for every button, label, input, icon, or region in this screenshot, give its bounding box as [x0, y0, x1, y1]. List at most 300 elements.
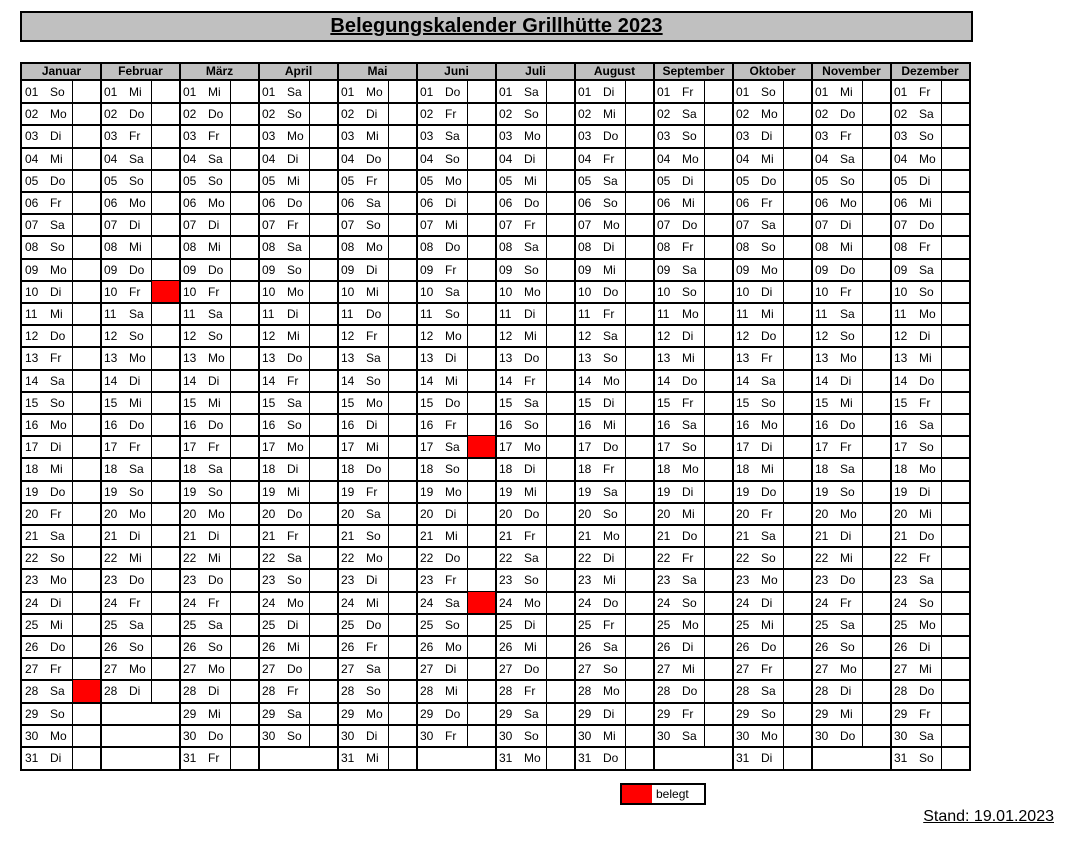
- weekday-abbr: So: [761, 240, 776, 255]
- day-cell: [657, 370, 703, 392]
- day-cell: [499, 236, 545, 258]
- day-number: 11: [183, 307, 196, 321]
- weekday-abbr: Fr: [603, 151, 615, 166]
- weekday-abbr: Mo: [682, 462, 699, 477]
- weekday-abbr: So: [287, 107, 302, 122]
- day-number: 27: [578, 662, 592, 677]
- weekday-abbr: Do: [287, 196, 303, 210]
- day-cell: [183, 281, 229, 303]
- weekday-abbr: So: [445, 307, 460, 321]
- weekday-abbr: Mi: [761, 151, 774, 166]
- day-number: 02: [341, 107, 355, 122]
- weekday-abbr: Sa: [919, 728, 934, 743]
- day-number: 19: [894, 484, 908, 499]
- day-cell: [25, 547, 71, 569]
- day-cell: [25, 658, 71, 680]
- day-cell: [499, 414, 545, 436]
- weekday-abbr: Di: [603, 240, 615, 255]
- day-cell: [183, 170, 229, 192]
- day-number: 24: [499, 595, 513, 610]
- day-number: 01: [815, 85, 829, 99]
- day-cell: [262, 103, 308, 125]
- weekday-abbr: Di: [366, 107, 378, 122]
- day-cell: [420, 347, 466, 369]
- day-number: 30: [183, 728, 197, 743]
- day-number: 03: [25, 129, 39, 144]
- day-number: 16: [815, 418, 829, 432]
- stand-date: Stand: 19.01.2023: [923, 808, 1054, 825]
- day-number: 21: [578, 529, 592, 543]
- day-number: 18: [183, 462, 197, 477]
- day-number: 05: [104, 173, 118, 188]
- day-number: 17: [183, 440, 197, 455]
- weekday-abbr: Do: [919, 218, 935, 233]
- day-number: 21: [104, 529, 118, 543]
- booking-column-divider: [467, 81, 468, 747]
- day-number: 04: [657, 151, 671, 166]
- day-number: 20: [657, 506, 671, 521]
- weekday-abbr: Mo: [445, 329, 462, 344]
- day-number: 13: [736, 351, 750, 366]
- day-number: 28: [657, 684, 671, 699]
- day-number: 29: [894, 706, 908, 721]
- day-cell: [657, 170, 703, 192]
- weekday-abbr: Do: [840, 107, 856, 122]
- day-number: 05: [262, 173, 276, 188]
- day-cell: [183, 370, 229, 392]
- day-number: 27: [420, 662, 434, 677]
- day-cell: [894, 547, 940, 569]
- weekday-abbr: So: [603, 351, 618, 366]
- weekday-abbr: Mo: [287, 284, 304, 299]
- weekday-abbr: Do: [761, 484, 777, 499]
- day-cell: [25, 170, 71, 192]
- day-cell: [104, 614, 150, 636]
- day-cell: [25, 303, 71, 325]
- day-cell: [262, 703, 308, 725]
- weekday-abbr: Mi: [129, 395, 142, 410]
- weekday-abbr: Fr: [287, 529, 299, 543]
- day-cell: [183, 592, 229, 614]
- weekday-abbr: Fr: [603, 617, 615, 632]
- day-number: 12: [499, 329, 513, 344]
- day-cell: [341, 192, 387, 214]
- day-number: 12: [341, 329, 355, 344]
- day-cell: [894, 525, 940, 547]
- weekday-abbr: Mi: [919, 196, 932, 210]
- day-cell: [657, 281, 703, 303]
- day-cell: [25, 81, 71, 103]
- day-cell: [420, 436, 466, 458]
- month-header-april: April: [284, 64, 313, 78]
- weekday-abbr: Do: [129, 107, 145, 122]
- weekday-abbr: Fr: [682, 395, 694, 410]
- day-cell: [420, 414, 466, 436]
- weekday-abbr: Mo: [840, 662, 857, 677]
- weekday-abbr: Fr: [919, 85, 931, 99]
- weekday-abbr: Sa: [840, 307, 855, 321]
- day-cell: [420, 81, 466, 103]
- day-cell: [183, 214, 229, 236]
- day-cell: [894, 703, 940, 725]
- day-cell: [894, 725, 940, 747]
- day-cell: [815, 680, 861, 702]
- day-number: 30: [420, 728, 434, 743]
- day-number: 22: [420, 551, 434, 566]
- weekday-abbr: Mi: [840, 240, 853, 255]
- day-number: 30: [815, 728, 829, 743]
- weekday-abbr: Di: [445, 662, 457, 677]
- day-cell: [578, 636, 624, 658]
- day-cell: [262, 525, 308, 547]
- weekday-abbr: Fr: [603, 307, 615, 321]
- day-cell: [499, 680, 545, 702]
- day-cell: [262, 192, 308, 214]
- day-number: 01: [499, 85, 513, 99]
- weekday-abbr: Do: [287, 351, 303, 366]
- day-number: 12: [104, 329, 118, 344]
- day-number: 19: [736, 484, 750, 499]
- day-number: 02: [262, 107, 276, 122]
- weekday-abbr: Fr: [840, 595, 852, 610]
- weekday-abbr: So: [50, 85, 65, 99]
- weekday-abbr: Sa: [761, 218, 776, 233]
- day-number: 15: [578, 395, 592, 410]
- weekday-abbr: Sa: [287, 85, 302, 99]
- weekday-abbr: Sa: [50, 529, 65, 543]
- day-cell: [499, 725, 545, 747]
- day-cell: [657, 148, 703, 170]
- day-cell: [815, 103, 861, 125]
- day-number: 16: [499, 418, 513, 432]
- weekday-abbr: Mo: [761, 262, 778, 277]
- day-cell: [578, 347, 624, 369]
- day-number: 07: [183, 218, 197, 233]
- weekday-abbr: Mi: [208, 551, 221, 566]
- day-cell: [499, 703, 545, 725]
- day-cell: [183, 525, 229, 547]
- weekday-abbr: Mo: [682, 151, 699, 166]
- weekday-abbr: Sa: [524, 706, 539, 721]
- day-number: 12: [815, 329, 829, 344]
- day-number: 01: [657, 85, 671, 99]
- weekday-abbr: Do: [366, 617, 382, 632]
- weekday-abbr: Mi: [366, 595, 379, 610]
- day-number: 13: [262, 351, 276, 366]
- weekday-abbr: Fr: [50, 196, 62, 210]
- day-cell: [736, 747, 782, 769]
- weekday-abbr: Fr: [919, 240, 931, 255]
- weekday-abbr: Fr: [524, 218, 536, 233]
- weekday-abbr: Mi: [208, 85, 221, 99]
- day-number: 07: [578, 218, 592, 233]
- day-cell: [657, 592, 703, 614]
- day-cell: [815, 325, 861, 347]
- booking-column-divider: [941, 81, 942, 769]
- day-number: 24: [420, 595, 434, 610]
- day-cell: [25, 347, 71, 369]
- weekday-abbr: Sa: [129, 151, 144, 166]
- weekday-abbr: Do: [840, 418, 856, 432]
- day-cell: [262, 680, 308, 702]
- weekday-abbr: Di: [50, 440, 62, 455]
- weekday-abbr: Mo: [445, 484, 462, 499]
- day-number: 06: [262, 196, 276, 210]
- weekday-abbr: Sa: [682, 418, 697, 432]
- weekday-abbr: Sa: [287, 240, 302, 255]
- day-cell: [499, 192, 545, 214]
- month-header-oktober: Oktober: [749, 64, 796, 78]
- weekday-abbr: Mo: [287, 440, 304, 455]
- day-cell: [183, 347, 229, 369]
- day-number: 09: [183, 262, 197, 277]
- weekday-abbr: Do: [524, 351, 540, 366]
- day-number: 09: [894, 262, 908, 277]
- day-cell: [657, 547, 703, 569]
- day-number: 13: [25, 351, 39, 366]
- weekday-abbr: Di: [761, 595, 773, 610]
- day-number: 01: [104, 85, 118, 99]
- booking-column-divider: [546, 81, 547, 769]
- day-number: 15: [420, 395, 434, 410]
- day-number: 29: [578, 706, 592, 721]
- weekday-abbr: Di: [208, 529, 220, 543]
- day-cell: [736, 81, 782, 103]
- weekday-abbr: Mo: [50, 418, 67, 432]
- weekday-abbr: Fr: [208, 284, 220, 299]
- weekday-abbr: Di: [208, 218, 220, 233]
- month-header-januar: Januar: [41, 64, 82, 78]
- day-cell: [420, 236, 466, 258]
- day-number: 30: [25, 728, 39, 743]
- day-number: 23: [420, 573, 434, 588]
- day-cell: [815, 414, 861, 436]
- weekday-abbr: Mo: [129, 506, 146, 521]
- day-number: 27: [183, 662, 197, 677]
- weekday-abbr: Mo: [919, 307, 936, 321]
- day-number: 26: [183, 640, 197, 654]
- day-number: 02: [657, 107, 671, 122]
- day-number: 18: [499, 462, 513, 477]
- weekday-abbr: Fr: [50, 506, 62, 521]
- day-cell: [104, 259, 150, 281]
- day-cell: [420, 303, 466, 325]
- day-number: 11: [894, 307, 907, 321]
- day-number: 10: [736, 284, 750, 299]
- weekday-abbr: Di: [129, 218, 141, 233]
- day-number: 19: [815, 484, 829, 499]
- booking-column-divider: [151, 81, 152, 703]
- legend: [620, 783, 706, 805]
- weekday-abbr: Do: [445, 706, 461, 721]
- day-cell: [657, 614, 703, 636]
- day-number: 30: [736, 728, 750, 743]
- weekday-abbr: Mo: [208, 351, 225, 366]
- day-cell: [341, 525, 387, 547]
- day-cell: [341, 636, 387, 658]
- day-number: 13: [183, 351, 197, 366]
- day-number: 20: [262, 506, 276, 521]
- day-number: 10: [262, 284, 276, 299]
- day-cell: [420, 148, 466, 170]
- day-cell: [657, 481, 703, 503]
- day-number: 08: [499, 240, 513, 255]
- day-cell: [736, 125, 782, 147]
- weekday-abbr: Mi: [50, 617, 63, 632]
- day-cell: [657, 414, 703, 436]
- day-number: 20: [499, 506, 513, 521]
- weekday-abbr: Fr: [208, 595, 220, 610]
- day-number: 23: [25, 573, 39, 588]
- day-cell: [183, 636, 229, 658]
- weekday-abbr: Mi: [761, 307, 774, 321]
- day-number: 05: [420, 173, 434, 188]
- day-cell: [341, 259, 387, 281]
- day-cell: [657, 347, 703, 369]
- day-number: 05: [183, 173, 197, 188]
- weekday-abbr: Mi: [524, 329, 537, 344]
- day-number: 05: [815, 173, 829, 188]
- day-number: 29: [25, 706, 39, 721]
- day-cell: [894, 259, 940, 281]
- day-number: 12: [262, 329, 276, 344]
- day-number: 22: [736, 551, 750, 566]
- weekday-abbr: Do: [366, 307, 382, 321]
- day-cell: [657, 458, 703, 480]
- weekday-abbr: Mi: [682, 662, 695, 677]
- day-cell: [578, 569, 624, 591]
- booking-column-divider: [388, 81, 389, 769]
- day-cell: [25, 370, 71, 392]
- weekday-abbr: Di: [682, 484, 694, 499]
- weekday-abbr: So: [761, 551, 776, 566]
- day-cell: [578, 303, 624, 325]
- weekday-abbr: Do: [445, 240, 461, 255]
- day-number: 24: [262, 595, 276, 610]
- day-cell: [499, 281, 545, 303]
- day-number: 04: [262, 151, 276, 166]
- day-cell: [420, 192, 466, 214]
- day-cell: [894, 392, 940, 414]
- day-cell: [657, 103, 703, 125]
- day-number: 08: [578, 240, 592, 255]
- day-number: 14: [104, 373, 118, 388]
- day-number: 25: [420, 617, 434, 632]
- day-cell: [894, 458, 940, 480]
- weekday-abbr: Mi: [129, 85, 142, 99]
- weekday-abbr: Mo: [603, 529, 620, 543]
- day-cell: [183, 325, 229, 347]
- day-cell: [420, 325, 466, 347]
- day-cell: [657, 192, 703, 214]
- weekday-abbr: Do: [208, 418, 224, 432]
- weekday-abbr: Sa: [603, 640, 618, 654]
- day-number: 21: [420, 529, 434, 543]
- day-number: 20: [894, 506, 908, 521]
- day-cell: [736, 236, 782, 258]
- day-cell: [25, 614, 71, 636]
- weekday-abbr: Do: [208, 107, 224, 122]
- day-number: 16: [420, 418, 434, 432]
- weekday-abbr: Di: [840, 684, 852, 699]
- day-number: 21: [341, 529, 355, 543]
- weekday-abbr: Mo: [682, 307, 699, 321]
- weekday-abbr: Sa: [287, 706, 302, 721]
- day-cell: [341, 503, 387, 525]
- day-cell: [578, 436, 624, 458]
- weekday-abbr: Sa: [129, 617, 144, 632]
- day-number: 14: [262, 373, 276, 388]
- weekday-abbr: So: [129, 484, 144, 499]
- day-cell: [104, 148, 150, 170]
- day-cell: [25, 636, 71, 658]
- day-number: 17: [894, 440, 908, 455]
- day-number: 12: [25, 329, 39, 344]
- weekday-abbr: Mo: [919, 151, 936, 166]
- day-number: 12: [894, 329, 908, 344]
- weekday-abbr: Mi: [287, 484, 300, 499]
- day-cell: [104, 680, 150, 702]
- day-cell: [657, 636, 703, 658]
- weekday-abbr: Do: [287, 506, 303, 521]
- weekday-abbr: Mo: [445, 640, 462, 654]
- day-cell: [262, 547, 308, 569]
- weekday-abbr: Fr: [129, 440, 141, 455]
- weekday-abbr: Mo: [524, 129, 541, 144]
- weekday-abbr: Do: [50, 640, 66, 654]
- day-number: 29: [262, 706, 276, 721]
- weekday-abbr: Do: [682, 684, 698, 699]
- day-number: 28: [499, 684, 513, 699]
- day-number: 13: [578, 351, 592, 366]
- weekday-abbr: Fr: [445, 418, 457, 432]
- day-cell: [104, 458, 150, 480]
- day-cell: [578, 414, 624, 436]
- day-cell: [578, 281, 624, 303]
- weekday-abbr: Sa: [919, 573, 934, 588]
- weekday-abbr: Sa: [682, 107, 697, 122]
- day-cell: [815, 569, 861, 591]
- day-number: 11: [25, 307, 38, 321]
- weekday-abbr: Do: [603, 129, 619, 144]
- weekday-abbr: Do: [840, 262, 856, 277]
- month-header-august: August: [593, 64, 636, 78]
- weekday-abbr: Do: [445, 395, 461, 410]
- weekday-abbr: Mi: [603, 418, 616, 432]
- day-cell: [578, 236, 624, 258]
- weekday-abbr: Mo: [919, 617, 936, 632]
- booking-calendar-grid: [20, 62, 971, 771]
- day-number: 09: [25, 262, 39, 277]
- weekday-abbr: Sa: [50, 373, 65, 388]
- day-number: 23: [815, 573, 829, 588]
- day-cell: [341, 170, 387, 192]
- day-number: 08: [815, 240, 829, 255]
- day-cell: [894, 192, 940, 214]
- weekday-abbr: Mi: [50, 307, 63, 321]
- day-cell: [420, 125, 466, 147]
- day-number: 19: [499, 484, 513, 499]
- day-cell: [262, 414, 308, 436]
- day-cell: [499, 392, 545, 414]
- day-cell: [420, 103, 466, 125]
- weekday-abbr: So: [919, 595, 934, 610]
- day-cell: [894, 569, 940, 591]
- day-number: 11: [104, 307, 117, 321]
- day-cell: [341, 680, 387, 702]
- day-number: 18: [578, 462, 592, 477]
- weekday-abbr: Fr: [840, 129, 852, 144]
